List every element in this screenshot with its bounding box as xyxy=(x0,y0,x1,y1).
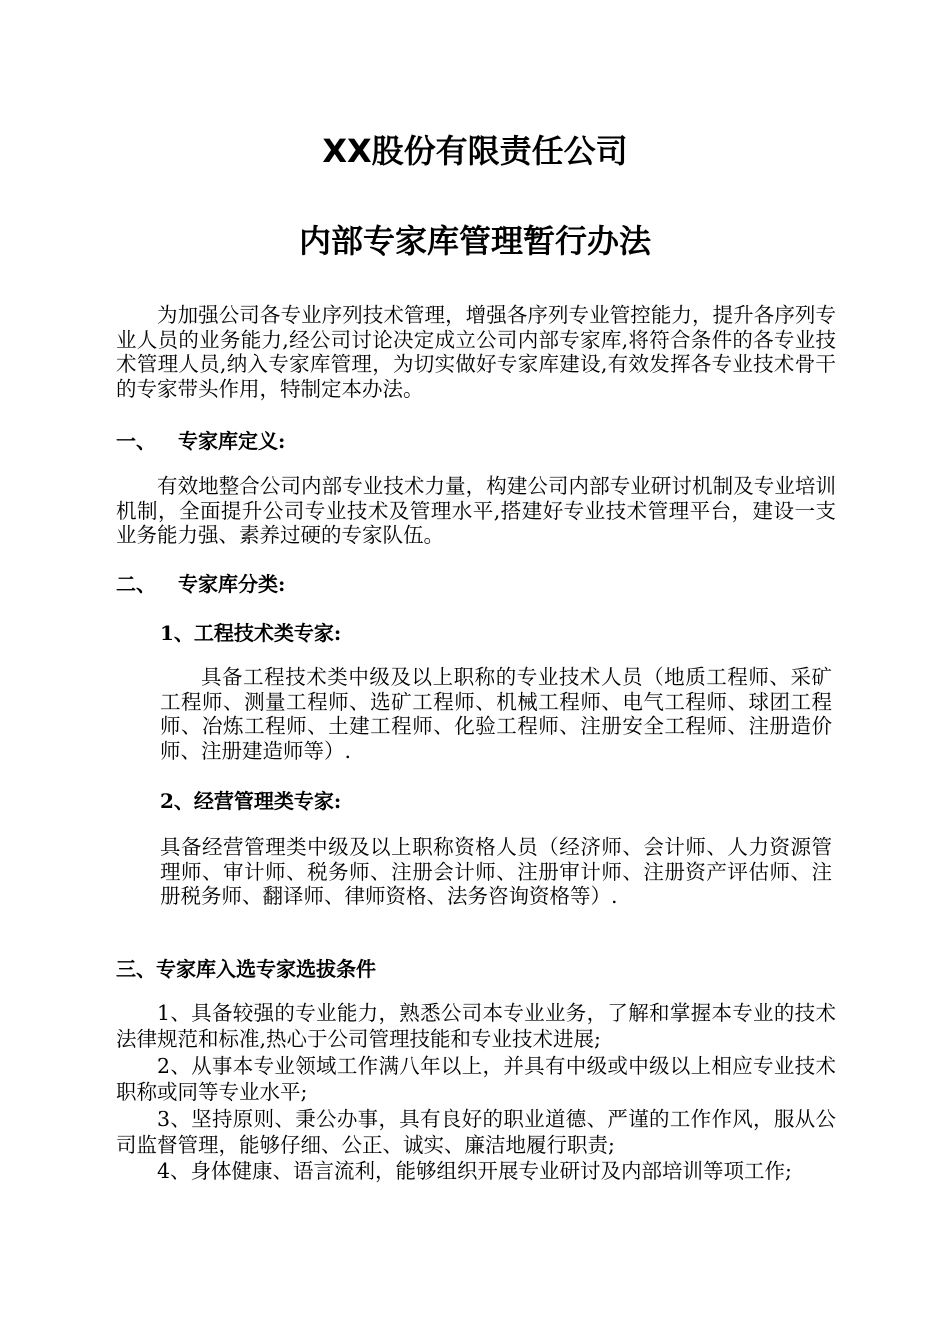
section-1-title: 专家库定义: xyxy=(178,429,286,453)
section-3-heading: 三、专家库入选专家选拔条件 xyxy=(116,957,376,981)
list-item: 4、身体健康、语言流利，能够组织开展专业研讨及内部培训等项工作; xyxy=(157,1159,792,1184)
section-1-number: 一、 xyxy=(116,429,156,453)
section-2-title: 专家库分类: xyxy=(178,572,286,596)
subsection-engineering-heading: 1、工程技术类专家: xyxy=(160,621,342,645)
subsection-management-heading: 2、经营管理类专家: xyxy=(160,789,342,813)
list-item: 1、具备较强的专业能力，熟悉公司本专业业务，了解和掌握本专业的技术法律规范和标准,热心于公司管理技能和专业技术进展; xyxy=(116,1001,836,1052)
list-item: 2、从事本专业领域工作满八年以上，并具有中级或中级以上相应专业技术职称或同等专业水平; xyxy=(116,1053,836,1105)
list-item: 3、坚持原则、秉公办事，具有良好的职业道德、严谨的工作作风，服从公司监督管理，能够仔细、公正、诚实、廉洁地履行职责; xyxy=(116,1106,836,1158)
document-title: XX股份有限责任公司 xyxy=(322,132,628,170)
section-2-heading xyxy=(116,571,285,597)
intro-paragraph: 为加强公司各专业序列技术管理，增强各序列专业管控能力，提升各序列专业人员的业务能力,经公司讨论决定成立公司内部专家库,将符合条件的各专业技术管理人员,纳入专家库管理，为切实做好专家库建设,有效发挥各专业技术骨干的专家带头作用，特制定本办法。 xyxy=(116,303,836,401)
subsection-management-body: 具备经营管理类中级及以上职称资格人员（经济师、会计师、人力资源管理师、审计师、税务师、注册会计师、注册审计师、注册资产评估师、注册税务师、翻译师、律师资格、法务咨询资格等）. xyxy=(160,835,832,909)
section-2-number: 二、 xyxy=(116,572,156,596)
document-subtitle: 内部专家库管理暂行办法 xyxy=(298,222,651,260)
subsection-engineering-body: 具备工程技术类中级及以上职称的专业技术人员（地质工程师、采矿工程师、测量工程师、选矿工程师、机械工程师、电气工程师、球团工程师、冶炼工程师、土建工程师、化验工程师、注册安全工程师、注册造价师、注册建造师等）. xyxy=(160,665,832,763)
section-1-heading xyxy=(116,428,285,454)
selection-criteria-list xyxy=(116,1000,836,1185)
section-1-body: 有效地整合公司内部专业技术力量，构建公司内部专业研讨机制及专业培训机制，全面提升公司专业技术及管理水平,搭建好专业技术管理平台，建设一支业务能力强、素养过硬的专家队伍。 xyxy=(116,474,836,548)
